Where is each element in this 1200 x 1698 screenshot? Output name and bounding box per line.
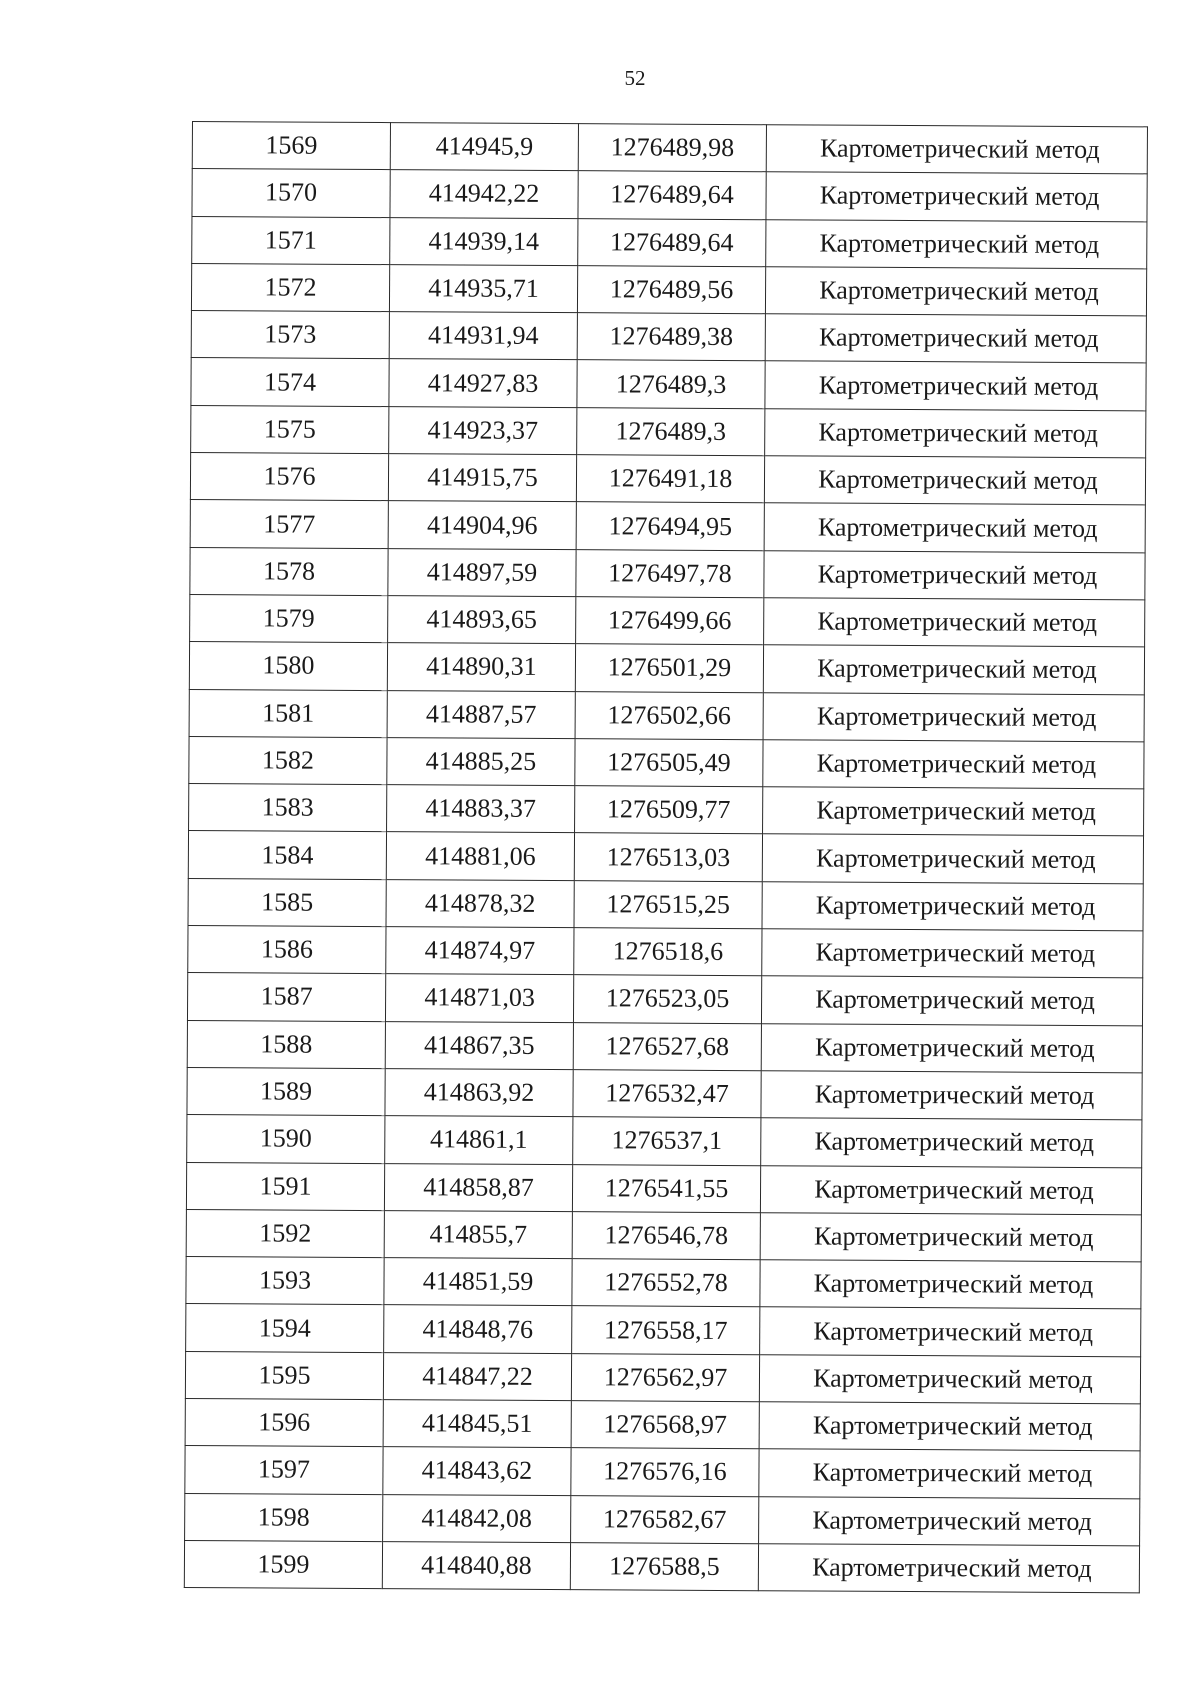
method-cell: Картометрический метод	[759, 1449, 1140, 1498]
method-cell: Картометрический метод	[761, 1023, 1142, 1072]
y-coordinate-cell: 1276497,78	[576, 549, 764, 597]
x-coordinate-cell: 414935,71	[389, 264, 577, 312]
y-coordinate-cell: 1276576,16	[571, 1448, 759, 1496]
method-cell: Картометрический метод	[763, 645, 1144, 694]
point-number-cell: 1586	[188, 926, 386, 974]
x-coordinate-cell: 414878,32	[386, 879, 574, 927]
method-cell: Картометрический метод	[761, 1118, 1142, 1167]
x-coordinate-cell: 414874,97	[386, 927, 574, 975]
x-coordinate-cell: 414845,51	[383, 1400, 571, 1448]
point-number-cell: 1592	[186, 1209, 384, 1257]
method-cell: Картометрический метод	[766, 125, 1147, 174]
x-coordinate-cell: 414927,83	[389, 359, 577, 407]
x-coordinate-cell: 414904,96	[388, 501, 576, 549]
method-cell: Картометрический метод	[759, 1402, 1140, 1451]
y-coordinate-cell: 1276537,1	[573, 1117, 761, 1165]
y-coordinate-cell: 1276505,49	[575, 739, 763, 787]
table-row	[187, 1067, 1142, 1120]
point-number-cell: 1583	[189, 784, 387, 832]
x-coordinate-cell: 414871,03	[385, 974, 573, 1022]
method-cell: Картометрический метод	[760, 1165, 1141, 1214]
method-cell: Картометрический метод	[762, 929, 1143, 978]
x-coordinate-cell: 414847,22	[383, 1352, 571, 1400]
point-number-cell: 1576	[190, 453, 388, 501]
table-row	[191, 358, 1146, 411]
point-number-cell: 1596	[185, 1398, 383, 1446]
table-row	[185, 1398, 1140, 1451]
x-coordinate-cell: 414923,37	[389, 406, 577, 454]
table-row	[189, 784, 1144, 837]
table-row	[191, 311, 1146, 364]
point-number-cell: 1571	[192, 216, 390, 264]
table-row	[186, 1304, 1141, 1357]
y-coordinate-cell: 1276532,47	[573, 1070, 761, 1118]
method-cell: Картометрический метод	[764, 550, 1145, 599]
point-number-cell: 1578	[190, 547, 388, 595]
point-number-cell: 1570	[192, 169, 390, 217]
x-coordinate-cell: 414939,14	[390, 217, 578, 265]
point-number-cell: 1591	[186, 1162, 384, 1210]
point-number-cell: 1584	[188, 831, 386, 879]
y-coordinate-cell: 1276523,05	[573, 975, 761, 1023]
table-row	[190, 500, 1145, 553]
x-coordinate-cell: 414851,59	[384, 1258, 572, 1306]
table-row	[187, 973, 1142, 1026]
x-coordinate-cell: 414842,08	[383, 1494, 571, 1542]
coordinates-table-body	[184, 122, 1147, 1594]
x-coordinate-cell: 414897,59	[388, 548, 576, 596]
y-coordinate-cell: 1276562,97	[571, 1353, 759, 1401]
page-number: 52	[624, 66, 646, 90]
x-coordinate-cell: 414840,88	[382, 1541, 570, 1589]
table-row	[185, 1351, 1140, 1404]
y-coordinate-cell: 1276568,97	[571, 1401, 759, 1449]
table-row	[188, 926, 1143, 979]
point-number-cell: 1569	[192, 122, 390, 170]
table-row	[190, 453, 1145, 506]
y-coordinate-cell: 1276518,6	[574, 928, 762, 976]
x-coordinate-cell: 414867,35	[385, 1021, 573, 1069]
method-cell: Картометрический метод	[760, 1213, 1141, 1262]
table-row	[187, 1115, 1142, 1168]
x-coordinate-cell: 414881,06	[386, 832, 574, 880]
table-row	[192, 122, 1147, 175]
method-cell: Картометрический метод	[765, 408, 1146, 457]
method-cell: Картометрический метод	[765, 267, 1146, 316]
method-cell: Картометрический метод	[765, 361, 1146, 410]
point-number-cell: 1579	[190, 594, 388, 642]
y-coordinate-cell: 1276489,64	[578, 218, 766, 266]
y-coordinate-cell: 1276582,67	[571, 1495, 759, 1543]
method-cell: Картометрический метод	[764, 503, 1145, 552]
y-coordinate-cell: 1276509,77	[575, 786, 763, 834]
x-coordinate-cell: 414861,1	[385, 1116, 573, 1164]
x-coordinate-cell: 414885,25	[387, 737, 575, 785]
table-row	[188, 831, 1143, 884]
method-cell: Картометрический метод	[760, 1307, 1141, 1356]
y-coordinate-cell: 1276501,29	[575, 644, 763, 692]
point-number-cell: 1572	[191, 263, 389, 311]
point-number-cell: 1590	[187, 1115, 385, 1163]
point-number-cell: 1577	[190, 500, 388, 548]
method-cell: Картометрический метод	[760, 1260, 1141, 1309]
table-row	[186, 1209, 1141, 1262]
point-number-cell: 1587	[187, 973, 385, 1021]
x-coordinate-cell: 414945,9	[390, 123, 578, 171]
y-coordinate-cell: 1276491,18	[576, 455, 764, 503]
table-row	[191, 405, 1146, 458]
table-row	[186, 1162, 1141, 1215]
y-coordinate-cell: 1276489,64	[578, 171, 766, 219]
x-coordinate-cell: 414883,37	[387, 785, 575, 833]
method-cell: Картометрический метод	[759, 1496, 1140, 1545]
method-cell: Картометрический метод	[763, 692, 1144, 741]
y-coordinate-cell: 1276489,98	[578, 124, 766, 172]
method-cell: Картометрический метод	[764, 456, 1145, 505]
table-row	[184, 1540, 1139, 1593]
point-number-cell: 1573	[191, 311, 389, 359]
method-cell: Картометрический метод	[765, 314, 1146, 363]
point-number-cell: 1598	[185, 1493, 383, 1541]
y-coordinate-cell: 1276515,25	[574, 880, 762, 928]
table-row	[188, 878, 1143, 931]
y-coordinate-cell: 1276489,56	[577, 266, 765, 314]
x-coordinate-cell: 414855,7	[384, 1210, 572, 1258]
x-coordinate-cell: 414890,31	[387, 643, 575, 691]
y-coordinate-cell: 1276588,5	[570, 1543, 758, 1591]
point-number-cell: 1594	[186, 1304, 384, 1352]
y-coordinate-cell: 1276499,66	[576, 597, 764, 645]
table-row	[189, 642, 1144, 695]
table-row	[190, 594, 1145, 647]
point-number-cell: 1595	[185, 1351, 383, 1399]
x-coordinate-cell: 414858,87	[384, 1163, 572, 1211]
point-number-cell: 1574	[191, 358, 389, 406]
x-coordinate-cell: 414893,65	[388, 596, 576, 644]
x-coordinate-cell: 414942,22	[390, 170, 578, 218]
table-row	[189, 689, 1144, 742]
point-number-cell: 1580	[189, 642, 387, 690]
point-number-cell: 1588	[187, 1020, 385, 1068]
table-row	[186, 1257, 1141, 1310]
point-number-cell: 1585	[188, 878, 386, 926]
y-coordinate-cell: 1276489,38	[577, 313, 765, 361]
method-cell: Картометрический метод	[761, 1071, 1142, 1120]
x-coordinate-cell: 414848,76	[384, 1305, 572, 1353]
y-coordinate-cell: 1276558,17	[572, 1306, 760, 1354]
method-cell: Картометрический метод	[761, 976, 1142, 1025]
y-coordinate-cell: 1276527,68	[573, 1022, 761, 1070]
y-coordinate-cell: 1276513,03	[574, 833, 762, 881]
point-number-cell: 1599	[184, 1540, 382, 1588]
y-coordinate-cell: 1276541,55	[572, 1164, 760, 1212]
table-row	[187, 1020, 1142, 1073]
table-row	[190, 547, 1145, 600]
table-row	[192, 169, 1147, 222]
y-coordinate-cell: 1276552,78	[572, 1259, 760, 1307]
table-row	[192, 216, 1147, 269]
method-cell: Картометрический метод	[759, 1354, 1140, 1403]
method-cell: Картометрический метод	[762, 881, 1143, 930]
table-row	[191, 263, 1146, 316]
method-cell: Картометрический метод	[766, 172, 1147, 221]
y-coordinate-cell: 1276489,3	[577, 407, 765, 455]
method-cell: Картометрический метод	[762, 834, 1143, 883]
point-number-cell: 1582	[189, 736, 387, 784]
method-cell: Картометрический метод	[758, 1544, 1139, 1593]
method-cell: Картометрический метод	[766, 219, 1147, 268]
table-row	[189, 736, 1144, 789]
y-coordinate-cell: 1276494,95	[576, 502, 764, 550]
y-coordinate-cell: 1276502,66	[575, 691, 763, 739]
point-number-cell: 1589	[187, 1067, 385, 1115]
x-coordinate-cell: 414843,62	[383, 1447, 571, 1495]
point-number-cell: 1575	[191, 405, 389, 453]
table-row	[185, 1493, 1140, 1546]
point-number-cell: 1581	[189, 689, 387, 737]
method-cell: Картометрический метод	[764, 598, 1145, 647]
point-number-cell: 1597	[185, 1446, 383, 1494]
coordinates-table	[184, 121, 1148, 1594]
table-row	[185, 1446, 1140, 1499]
x-coordinate-cell: 414915,75	[388, 454, 576, 502]
x-coordinate-cell: 414887,57	[387, 690, 575, 738]
point-number-cell: 1593	[186, 1257, 384, 1305]
y-coordinate-cell: 1276489,3	[577, 360, 765, 408]
method-cell: Картометрический метод	[763, 740, 1144, 789]
x-coordinate-cell: 414863,92	[385, 1069, 573, 1117]
method-cell: Картометрический метод	[763, 787, 1144, 836]
y-coordinate-cell: 1276546,78	[572, 1211, 760, 1259]
x-coordinate-cell: 414931,94	[389, 312, 577, 360]
